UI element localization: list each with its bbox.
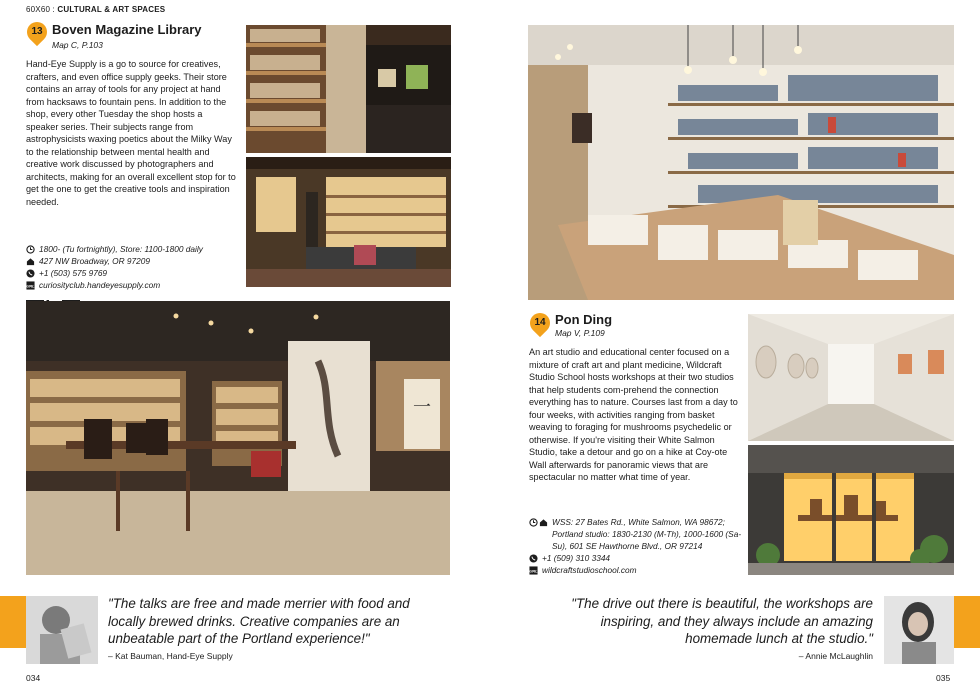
- quote-left-text: "The talks are free and made merrier with food and locally brewed drinks. Creative companies are an unbeatable part of the Portland experience!": [108, 596, 410, 646]
- svg-text:URL: URL: [26, 282, 35, 288]
- phone-icon: [529, 554, 538, 563]
- photo-reading-lounge: [246, 157, 451, 287]
- photo-library-interior: [26, 301, 450, 575]
- entry-14-title: Pon Ding: [555, 312, 613, 327]
- entry-13-info: [26, 243, 238, 291]
- entry-14-address-icons: [529, 516, 548, 527]
- quote-right-author: – Annie McLaughlin: [798, 651, 873, 661]
- entry-13-hours: 1800- (Tu fortnightly), Store: 1100-1800 daily: [39, 244, 203, 254]
- url-icon: [26, 281, 35, 290]
- entry-13-number: 13: [31, 26, 43, 37]
- entry-14-map: Map V, P.109: [555, 328, 605, 338]
- svg-text:URL: URL: [529, 567, 538, 573]
- photo-bookstore-tables: [528, 25, 954, 300]
- phone-icon: [26, 269, 35, 278]
- quote-left-author: – Kat Bauman, Hand-Eye Supply: [108, 651, 233, 661]
- photo-gallery-room: [748, 314, 954, 441]
- url-icon: [529, 566, 538, 575]
- quote-right-text: "The drive out there is beautiful, the workshops are inspiring, and they always include an amazing homemade lunch at the studio.": [571, 596, 873, 646]
- entry-14-url[interactable]: wildcraftstudioschool.com: [542, 565, 637, 575]
- photo-magazine-shelves: [246, 25, 451, 153]
- header-prefix: 60X60 :: [26, 5, 55, 14]
- entry-13-title: Boven Magazine Library: [52, 22, 202, 37]
- home-icon: [26, 257, 35, 266]
- entry-13-url[interactable]: curiosityclub.handeyesupply.com: [39, 280, 161, 290]
- avatar-annie-mclaughlin: [884, 596, 954, 664]
- section-header: [26, 5, 165, 14]
- entry-13-body: Hand-Eye Supply is a go to source for creatives, crafters, and even office supply geeks. Their store contains an array of tools for any project at hand from hacksaws to fountain pens. In addition to the shop, every other Tuesday the shop hosts a speaker series. Their subjects range from astrophysicists waxing poetics about the Milky Way to the relationship between mental health and creative work discussed by photographers and architects, making for an overall excellent stop for to get the one to get the creative tools and inspiration needed.: [26, 59, 236, 207]
- entry-13-phone: +1 (503) 575 9769: [39, 268, 108, 278]
- svg-text:一: 一: [413, 397, 431, 418]
- entry-14-body: An art studio and educational center focused on a mixture of craft art and plant medicine, Wildcraft Studio School hosts workshops at their two studios that help students com-prehend the connection everything has to nature. Courses last from a day to four weeks, with activities ranging from basket weaving to foraging for mushrooms psychedelic or otherwise. If you're visiting their White Salmon Studio, take a detour and go on a hike at Coy-ote Wall afterwards for panoramic views that are spectacular no matter what time of year.: [529, 347, 738, 482]
- entry-14-phone: +1 (509) 310 3344: [542, 553, 611, 563]
- clock-icon: [529, 518, 538, 527]
- entry-14-pin: [526, 309, 554, 337]
- header-section: CULTURAL & ART SPACES: [57, 5, 166, 14]
- avatar-kat-bauman: [26, 596, 98, 664]
- entry-13-map: Map C, P.103: [52, 40, 103, 50]
- clock-icon: [26, 245, 35, 254]
- photo-studio-storefront: [748, 445, 954, 575]
- accent-bar-left: [0, 596, 26, 648]
- home-icon: [539, 518, 548, 527]
- entry-14-address: WSS: 27 Bates Rd., White Salmon, WA 98672; Portland studio: 1830-2130 (M-Th), 1000-1600 (Sa-Su), 601 SE Hawthorne Blvd., OR 97214: [552, 517, 742, 551]
- page-number-left: 034: [26, 673, 41, 683]
- entry-14-number: 14: [534, 317, 546, 328]
- page-number-right: 035: [936, 673, 951, 683]
- entry-14-info: [529, 516, 742, 576]
- accent-bar-right: [954, 596, 980, 648]
- entry-13-address: 427 NW Broadway, OR 97209: [39, 256, 150, 266]
- entry-13-pin: [23, 18, 51, 46]
